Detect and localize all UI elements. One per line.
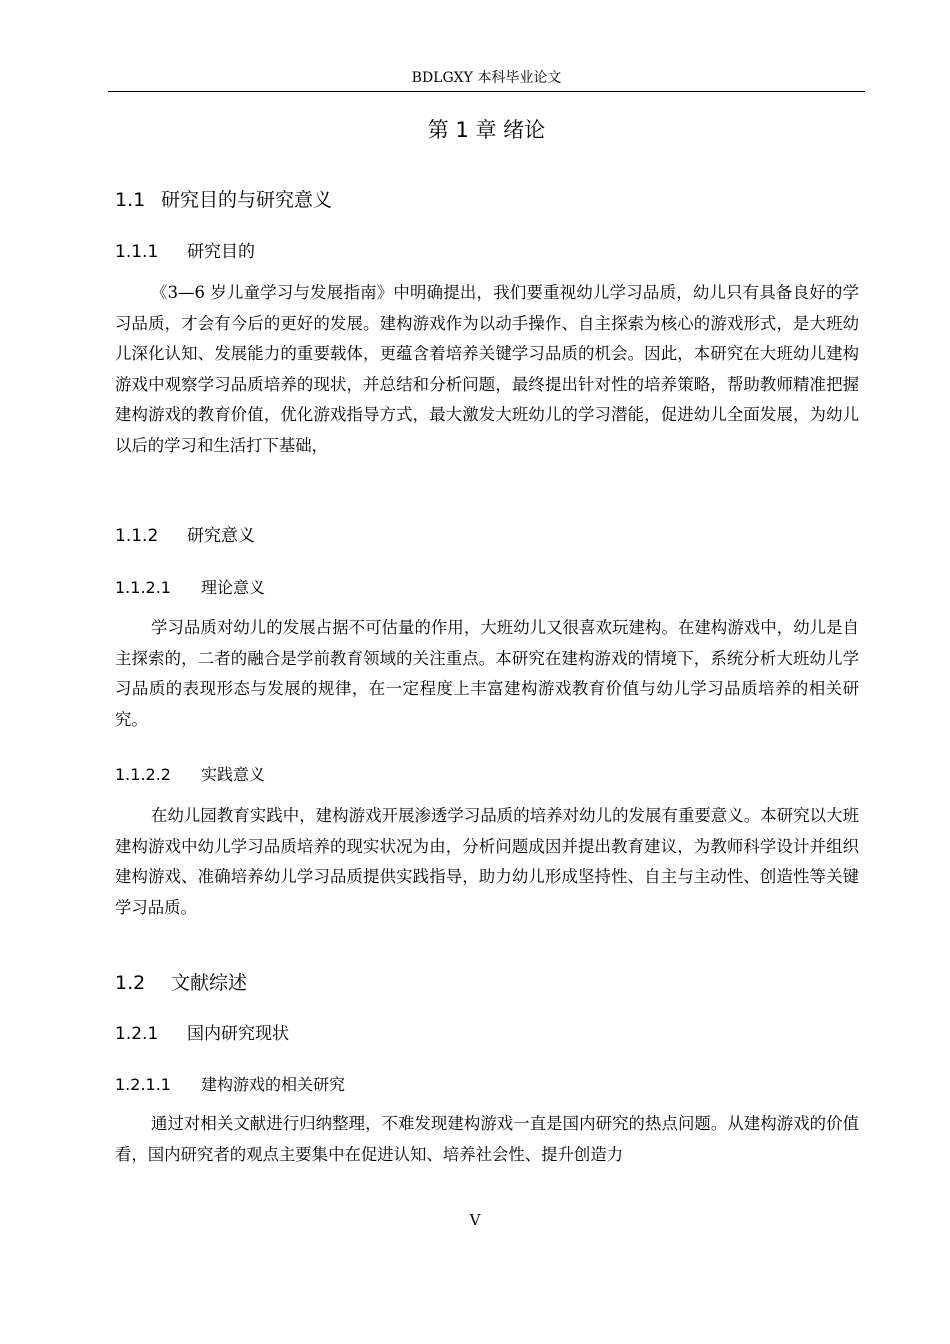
section-number: 1.1	[115, 189, 146, 211]
section-number: 1.1.1	[115, 242, 159, 262]
section-title: 国内研究现状	[187, 1024, 289, 1044]
section-number: 1.2.1	[115, 1024, 159, 1044]
paragraph-theoretical-significance: 学习品质对幼儿的发展占据不可估量的作用，大班幼儿又很喜欢玩建构。在建构游戏中，幼儿是自主探索的，二者的融合是学前教育领域的关注重点。本研究在建构游戏的情境下，系统分析大班幼儿学习品质的表现形态与发展的规律，在一定程度上丰富建构游戏教育价值与幼儿学习品质培养的相关研究。	[115, 618, 859, 729]
section-title: 建构游戏的相关研究	[201, 1075, 346, 1094]
running-header: BDLGXY 本科毕业论文	[411, 70, 562, 86]
header-rule	[108, 91, 865, 92]
paragraph-research-purpose: 《3—6 岁儿童学习与发展指南》中明确提出，我们要重视幼儿学习品质，幼儿只有具备良好的学习品质，才会有今后的更好的发展。建构游戏作为以动手操作、自主探索为核心的游戏形式，是大班幼儿深化认知、发展能力的重要载体，更蕴含着培养关键学习品质的机会。因此，本研究在大班幼儿建构游戏中观察学习品质培养的现状，并总结和分析问题，最终提出针对性的培养策略，帮助教师精准把握建构游戏的教育价值，优化游戏指导方式，最大激发大班幼儿的学习潜能，促进幼儿全面发展，为幼儿以后的学习和生活打下基础，	[115, 283, 859, 455]
paragraph-practical-significance: 在幼儿园教育实践中，建构游戏开展渗透学习品质的培养对幼儿的发展有重要意义。本研究以大班建构游戏中幼儿学习品质培养的现实状况为由，分析问题成因并提出教育建议，为教师科学设计并组织建构游戏、准确培养幼儿学习品质提供实践指导，助力幼儿形成坚持性、自主与主动性、创造性等关键学习品质。	[115, 806, 859, 917]
subsection-heading-1-1-2	[115, 524, 255, 548]
section-heading-1-1	[115, 187, 332, 213]
page-number: V	[469, 1211, 481, 1229]
section-number: 1.1.2	[115, 526, 159, 546]
subsubsection-heading-1-1-2-2	[115, 764, 265, 786]
subsection-heading-1-1-1	[115, 240, 255, 264]
section-title: 文献综述	[171, 972, 248, 994]
section-number: 1.1.2.1	[115, 578, 171, 597]
section-number: 1.1.2.2	[115, 765, 171, 784]
chapter-title: 第 1 章 绪论	[427, 118, 546, 142]
section-heading-1-2	[115, 970, 247, 996]
paragraph-construction-play-research: 通过对相关文献进行归纳整理，不难发现建构游戏一直是国内研究的热点问题。从建构游戏的价值看，国内研究者的观点主要集中在促进认知、培养社会性、提升创造力	[115, 1114, 859, 1164]
section-title: 研究目的	[187, 242, 255, 262]
subsection-heading-1-2-1	[115, 1022, 289, 1046]
section-title: 研究意义	[187, 526, 255, 546]
section-number: 1.2.1.1	[115, 1075, 171, 1094]
section-title: 实践意义	[201, 765, 266, 784]
section-title: 理论意义	[201, 578, 266, 597]
subsubsection-heading-1-2-1-1	[115, 1074, 345, 1096]
section-number: 1.2	[115, 972, 146, 994]
section-title: 研究目的与研究意义	[161, 189, 333, 211]
subsubsection-heading-1-1-2-1	[115, 577, 265, 599]
